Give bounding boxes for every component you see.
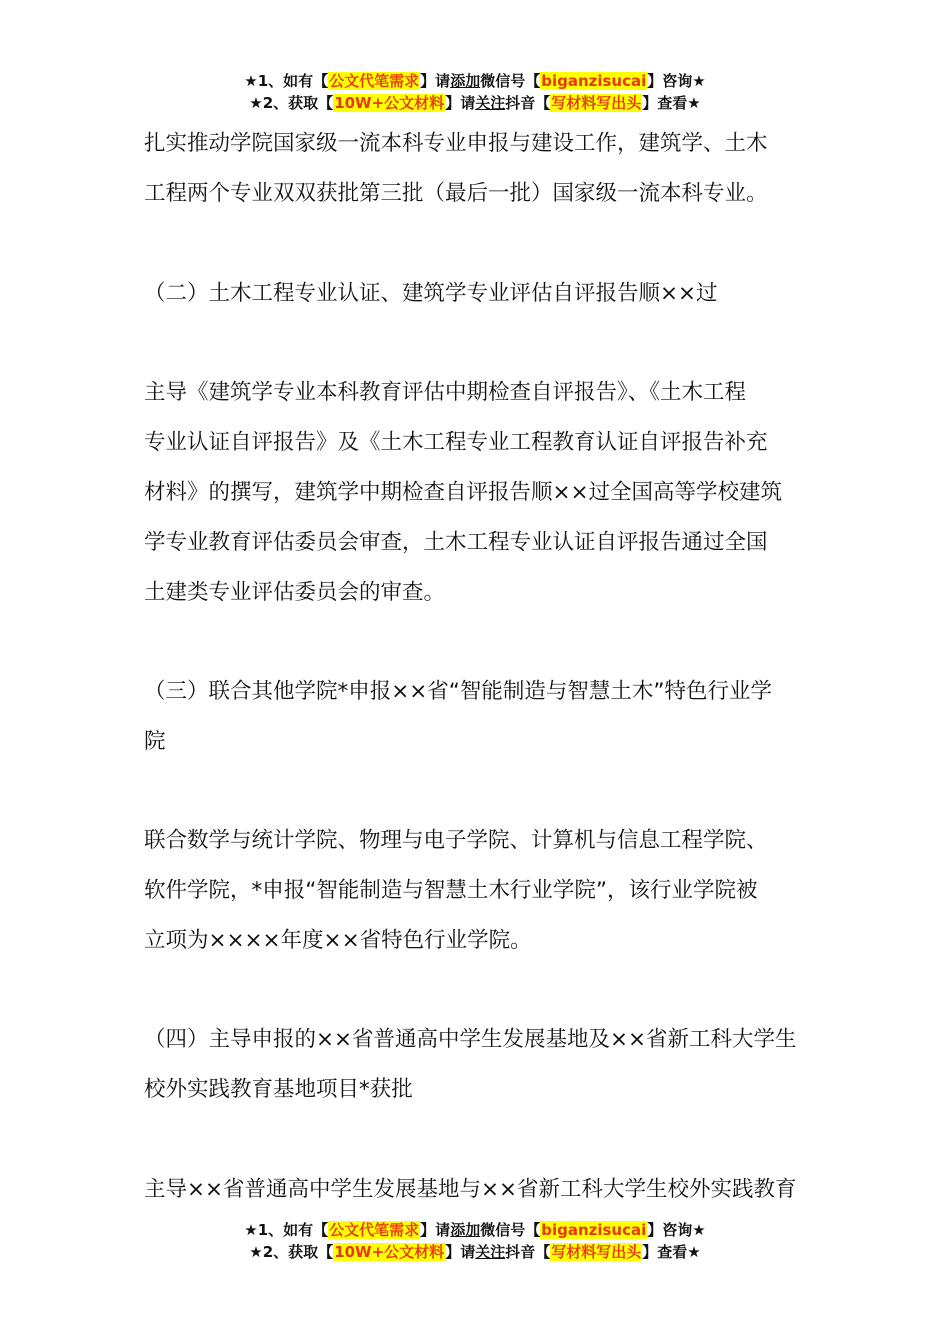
footer-banner-line-2: ★2、获取【10W+公文材料】请关注抖音【写材料写出头】查看★ — [249, 1243, 701, 1261]
header-banner — [0, 70, 950, 114]
paragraph-4: 主导××省普通高中学生发展基地与××省新工科大学生校外实践教育 — [144, 1177, 797, 1202]
banner-highlight-douyin: 写材料写出头 — [551, 94, 642, 112]
paragraph-2: 主导《建筑学专业本科教育评估中期检查自评报告》、《土木工程 专业认证自评报告》及《土木工程专业工程教育认证自评报告补充 材料》的撰写，建筑学中期检查自评报告顺××过全国高等学校建筑 学专业教育评估委员会审查，土木工程专业认证自评报告通过全国 土建类专业评估委员会的审查。 — [144, 380, 783, 605]
footer-highlight-douyin: 写材料写出头 — [551, 1243, 642, 1261]
banner-highlight-materials: 10W+公文材料 — [334, 94, 445, 112]
paragraph-3: 联合数学与统计学院、物理与电子学院、计算机与信息工程学院、 软件学院，*申报“智能制造与智慧土木行业学院”，该行业学院被 立项为××××年度××省特色行业学院。 — [144, 828, 768, 953]
footer-highlight-wechat: biganzisucai — [541, 1221, 647, 1239]
footer-banner-line-1: ★1、如有【公文代笔需求】请添加微信号【biganzisucai】咨询★ — [244, 1221, 706, 1239]
footer-highlight-materials: 10W+公文材料 — [334, 1243, 445, 1261]
banner-highlight-service: 公文代笔需求 — [329, 72, 420, 90]
footer-banner — [0, 1219, 950, 1263]
heading-3: （三）联合其他学院*申报××省“智能制造与智慧土木”特色行业学 院 — [144, 679, 773, 754]
footer-highlight-service: 公文代笔需求 — [329, 1221, 420, 1239]
heading-4: （四）主导申报的××省普通高中学生发展基地及××省新工科大学生 校外实践教育基地项目*获批 — [144, 1027, 797, 1102]
banner-highlight-wechat: biganzisucai — [541, 72, 647, 90]
paragraph-1: 扎实推动学院国家级一流本科专业申报与建设工作，建筑学、土木 工程两个专业双双获批第三批（最后一批）国家级一流本科专业。 — [144, 131, 768, 206]
heading-2: （二）土木工程专业认证、建筑学专业评估自评报告顺××过 — [144, 281, 718, 306]
banner-line-2: ★2、获取【10W+公文材料】请关注抖音【写材料写出头】查看★ — [249, 94, 701, 112]
banner-line-1: ★1、如有【公文代笔需求】请添加微信号【biganzisucai】咨询★ — [244, 72, 706, 90]
